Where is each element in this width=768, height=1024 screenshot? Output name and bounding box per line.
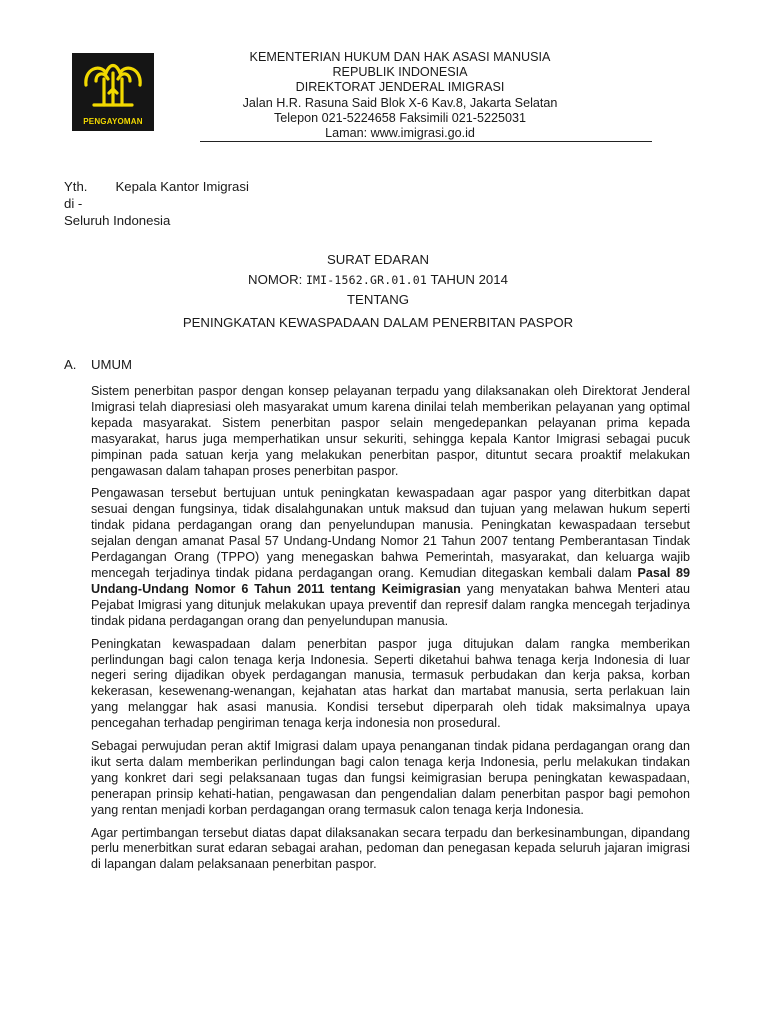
addressee-di: di - (64, 196, 83, 211)
document-type: SURAT EDARAN (326, 252, 430, 267)
addressee-salutation: Yth. (64, 179, 88, 194)
ministry-logo (72, 53, 154, 131)
pengayoman-tree-icon (80, 59, 146, 111)
addressee-recipient: Kepala Kantor Imigrasi (115, 179, 249, 194)
nomor-label: NOMOR: (248, 272, 303, 287)
document-year: TAHUN 2014 (430, 272, 508, 287)
section-letter: A. (64, 357, 77, 372)
country-name: REPUBLIK INDONESIA (332, 65, 468, 80)
addressee-block (64, 178, 249, 229)
section-title: UMUM (91, 357, 133, 372)
paragraph-2-text-c: yang menyatakan bahwa Menteri atau Pejabat Imigrasi yang ditunjuk melakukan upaya preventif dan represif dalam rangka mencegah terjadinya tindak pidana perdagangan orang dan penyelundupan manusia. (91, 581, 690, 628)
paragraph-4: Sebagai perwujudan peran aktif Imigrasi dalam upaya penanganan tindak pidana perdagangan orang dan ikut serta dalam memberikan perlindungan bagi calon tenaga kerja Indonesia, perlu melakukan tindakan yang konkret dari segi pelaksanaan tugas dan fungsi keimigrasian berupa peningkatan kewaspadaan, penerapan prinsip kehati-hatian, pengawasan dan pengendalian dalam penerbitan paspor bagi pemohon yang rentan menjadi korban perdagangan orang termasuk calon tenaga kerja Indonesia. (91, 739, 690, 817)
nomor-value: IMI-1562.GR.01.01 (305, 273, 428, 287)
tentang-label: TENTANG (346, 292, 410, 307)
addressee-location: Seluruh Indonesia (64, 213, 171, 228)
logo-label: PENGAYOMAN (83, 117, 143, 126)
address-line: Jalan H.R. Rasuna Said Blok X-6 Kav.8, Jakarta Selatan (242, 95, 558, 110)
paragraph-3: Peningkatan kewaspadaan dalam penerbitan paspor juga ditujukan dalam rangka memberikan perlindungan bagi calon tenaga kerja Indonesia. Seperti diketahui bahwa tenaga kerja Indonesia di luar negeri sering dijadikan obyek perdagangan manusia, termasuk perbudakan dan kerja paksa, korban kekerasan, kesewenang-wenangan, kejahatan atas harkat dan martabat manusia, serta perlakuan lain yang melanggar hak asasi manusia. Kondisi tersebut diperparah oleh tidak maksimalnya upaya pencegahan terhadap pengiriman tenaga kerja indonesia non prosedural. (91, 636, 690, 731)
paragraph-2 (91, 486, 690, 629)
title-block (64, 250, 692, 333)
document-number-line (64, 270, 692, 290)
letterhead-divider (200, 141, 652, 142)
phone-fax-line: Telepon 021-5224658 Faksimili 021-5225031 (273, 110, 527, 125)
directorate-name: DIREKTORAT JENDERAL IMIGRASI (295, 80, 505, 95)
section-body (91, 384, 690, 880)
ministry-name: KEMENTERIAN HUKUM DAN HAK ASASI MANUSIA (249, 50, 551, 64)
website-line: Laman: www.imigrasi.go.id (325, 126, 475, 141)
letterhead (200, 50, 600, 141)
paragraph-5: Agar pertimbangan tersebut diatas dapat dilaksanakan secara terpadu dan berkesinambungan, dipandang perlu menerbitkan surat edaran sebagai arahan, pedoman dan penegasan kepada seluruh jajaran imigrasi di lapangan dalam pelaksanaan penerbitan paspor. (91, 825, 690, 872)
paragraph-2-text-a: Pengawasan tersebut bertujuan untuk peningkatan kewaspadaan agar paspor yang diterbitkan dapat sesuai dengan fungsinya, tidak disalahgunakan untuk maksud dan tujuan yang melawan hukum seperti tindak pidana perdagangan orang dan penyelundupan manusia. Peningkatan kewaspadaan tersebut sejalan dengan amanat Pasal 57 Undang-Undang Nomor 21 Tahun 2007 tentang Pemberantasan Tindak Perdagangan Orang (TPPO) yang menegaskan bahwa Pemerintah, masyarakat, dan keluarga wajib mencegah terjadinya tindak pidana perdagangan orang. Kemudian ditegaskan kembali dalam (91, 486, 690, 580)
document-subject: PENINGKATAN KEWASPADAAN DALAM PENERBITAN PASPOR (182, 315, 574, 330)
paragraph-2-legal-reference: Pasal 89 Undang-Undang Nomor 6 Tahun 2011 tentang Keimigrasian (91, 565, 690, 596)
paragraph-1: Sistem penerbitan paspor dengan konsep pelayanan terpadu yang dilaksanakan oleh Direktorat Jenderal Imigrasi telah diapresiasi oleh masyarakat umum karena dinilai telah memberikan pelayanan yang optimal kepada masyarakat. Sistem penerbitan paspor selain mengedepankan pelayanan prima kepada masyarakat, harus juga memperhatikan unsur sekuriti, sehingga kepala Kantor Imigrasi sebagai pucuk pimpinan pada satuan kerja yang melakukan penerbitan paspor, dituntut secara proaktif melakukan pengawasan dalam tahapan proses penerbitan paspor. (91, 384, 690, 478)
section-heading (64, 357, 132, 372)
